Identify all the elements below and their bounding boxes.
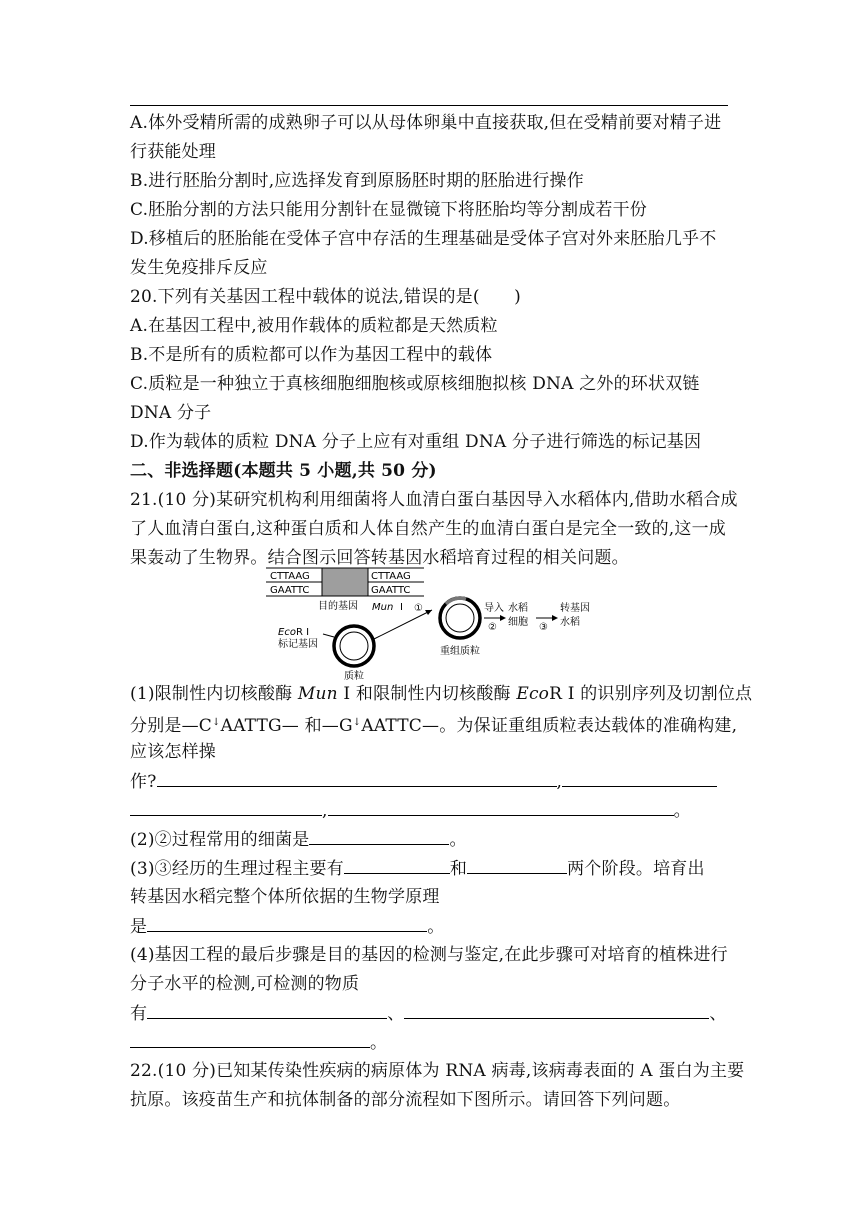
answer-blank[interactable] (147, 1002, 387, 1019)
q20-option-d: D.作为载体的质粒 DNA 分子上应有对重组 DNA 分子进行筛选的标记基因 (130, 432, 702, 452)
answer-blank[interactable] (328, 799, 674, 816)
p1-eco: Eco (516, 684, 550, 704)
q21-part4-line1: (4)基因工程的最后步骤是目的基因的检测与鉴定,在此步骤可对培育的植株进行 (130, 945, 728, 965)
step1-label: ① (414, 603, 423, 614)
step2-label: ② (488, 622, 497, 633)
answer-blank[interactable] (467, 857, 567, 874)
cut-arrow-icon: ↓ (212, 717, 221, 728)
answer-blank[interactable] (130, 1031, 370, 1048)
p4-sep: 、 (387, 1004, 405, 1024)
p3-text-c: 两个阶段。培育出 (567, 859, 705, 879)
q22-stem-line1: 22.(10 分)已知某传染性疾病的病原体为 RNA 病毒,该病毒表面的 A 蛋白为主要 (130, 1061, 745, 1081)
q21-part1-line1 (130, 683, 753, 705)
q20-option-c-cont: DNA 分子 (130, 403, 212, 423)
p3-line3-start: 是 (130, 917, 148, 937)
p1-text-a: (1)限制性内切核酸酶 (130, 684, 298, 704)
q22-stem-line2: 抗原。该疫苗生产和抗体制备的部分流程如下图所示。请回答下列问题。 (130, 1090, 681, 1110)
rice-cell-label-2: 细胞 (508, 617, 528, 628)
section-heading (130, 460, 730, 482)
section-title: 二、非选择题 (130, 461, 234, 481)
q21-part3-line3 (130, 915, 730, 938)
q20-option-a: A.在基因工程中,被用作载体的质粒都是天然质粒 (130, 316, 498, 336)
transgenic-rice-diagram (260, 563, 600, 683)
p1-text-c: R Ⅰ 的识别序列及切割位点 (549, 684, 753, 704)
header-rule (130, 105, 728, 106)
p1-mun: Mun (297, 684, 338, 704)
q21-part1-line3: 应该怎样操 (130, 742, 216, 762)
answer-blank[interactable] (309, 828, 449, 845)
q19-option-d: D.移植后的胚胎能在受体子宫中存活的生理基础是受体子宫对外来胚胎几乎不 (130, 229, 717, 249)
q21-part1-line5 (130, 799, 730, 822)
ecor-label: EcoR Ⅰ (278, 627, 310, 638)
q21-stem-line1: 21.(10 分)某研究机构利用细菌将人血清白蛋白基因导入水稻体内,借助水稻合成 (130, 490, 738, 510)
p1-seq-b: AATTG— 和—G (220, 716, 353, 736)
cut-arrow-icon: ↓ (352, 717, 362, 728)
q21-part4-line3 (130, 1002, 730, 1025)
p1-comma: , (322, 801, 328, 821)
q21-part1-line4 (130, 770, 730, 793)
q21-part4-line4 (130, 1031, 730, 1054)
plasmid-label: 质粒 (344, 671, 364, 682)
seq-bottom-right: GAATTC (371, 585, 411, 596)
p4-sep: 、 (709, 1004, 727, 1024)
q20-stem: 20.下列有关基因工程中载体的说法,错误的是( ) (130, 287, 521, 307)
answer-blank[interactable] (130, 799, 322, 816)
target-gene-fragment (266, 568, 424, 596)
p3-text-a: (3)③经历的生理过程主要有 (130, 859, 344, 879)
step3-label: ③ (539, 622, 548, 633)
recombinant-plasmid-label: 重组质粒 (440, 646, 480, 657)
p1-seq-c: AATTC—。为保证重组质粒表达载体的准确构建, (361, 716, 738, 736)
transgenic-rice-label-2: 水稻 (560, 617, 580, 628)
target-gene-label: 目的基因 (318, 601, 358, 612)
marker-gene-label: 标记基因 (278, 639, 318, 650)
p1-text-b: Ⅰ 和限制性内切核酸酶 (337, 684, 517, 704)
q21-part3-line2: 转基因水稻完整个体所依据的生物学原理 (130, 887, 440, 907)
p1-line4-start: 作? (130, 772, 157, 792)
mun-label: Mun (372, 602, 394, 613)
q21-part2 (130, 828, 730, 851)
p4-end: 。 (370, 1033, 388, 1053)
q21-part3-line1 (130, 857, 730, 880)
p3-end: 。 (427, 917, 445, 937)
answer-blank[interactable] (404, 1002, 709, 1019)
answer-blank[interactable] (344, 857, 450, 874)
p2-end: 。 (449, 830, 467, 850)
p4-line3-start: 有 (130, 1004, 148, 1024)
q21-part4-line2: 分子水平的检测,可检测的物质 (130, 974, 360, 994)
q19-option-c: C.胚胎分割的方法只能用分割针在显微镜下将胚胎均等分割成若干份 (130, 200, 648, 220)
seq-bottom-left: GAATTC (270, 585, 310, 596)
seq-top-left: CTTAAG (270, 571, 310, 582)
p1-seq-a: 分别是—C (130, 716, 213, 736)
p1-comma: , (556, 772, 563, 792)
q19-option-b: B.进行胚胎分割时,应选择发育到原肠胚时期的胚胎进行操作 (130, 171, 584, 191)
import-label: 导入 (484, 603, 504, 614)
answer-blank[interactable] (157, 770, 557, 787)
q19-option-a-cont: 行获能处理 (130, 142, 216, 162)
recombinant-plasmid-icon (440, 598, 480, 638)
mun-numeral: Ⅰ (400, 602, 403, 613)
section-note: (本题共 5 小题,共 50 分) (233, 461, 437, 481)
p2-text: (2)②过程常用的细菌是 (130, 830, 310, 850)
q19-option-a: A.体外受精所需的成熟卵子可以从母体卵巢中直接获取,但在受精前要对精子进 (130, 113, 722, 133)
p3-text-b: 和 (449, 859, 468, 879)
q21-part1-line2 (130, 712, 738, 737)
transgenic-rice-label-1: 转基因 (560, 603, 590, 614)
plasmid-icon (323, 626, 374, 666)
q20-option-b: B.不是所有的质粒都可以作为基因工程中的载体 (130, 345, 493, 365)
seq-top-right: CTTAAG (371, 571, 411, 582)
answer-blank[interactable] (147, 915, 427, 932)
p1-period: 。 (673, 801, 691, 821)
q21-stem-line2: 了人血清白蛋白,这种蛋白质和人体自然产生的血清白蛋白是完全一致的,这一成 (130, 519, 727, 539)
q21-stem-line3: 果轰动了生物界。结合图示回答转基因水稻培育过程的相关问题。 (130, 548, 629, 568)
answer-blank[interactable] (562, 770, 717, 787)
q20-option-c: C.质粒是一种独立于真核细胞细胞核或原核细胞拟核 DNA 之外的环状双链 (130, 374, 700, 394)
rice-cell-label-1: 水稻 (508, 603, 528, 614)
q19-option-d-cont: 发生免疫排斥反应 (130, 258, 268, 278)
